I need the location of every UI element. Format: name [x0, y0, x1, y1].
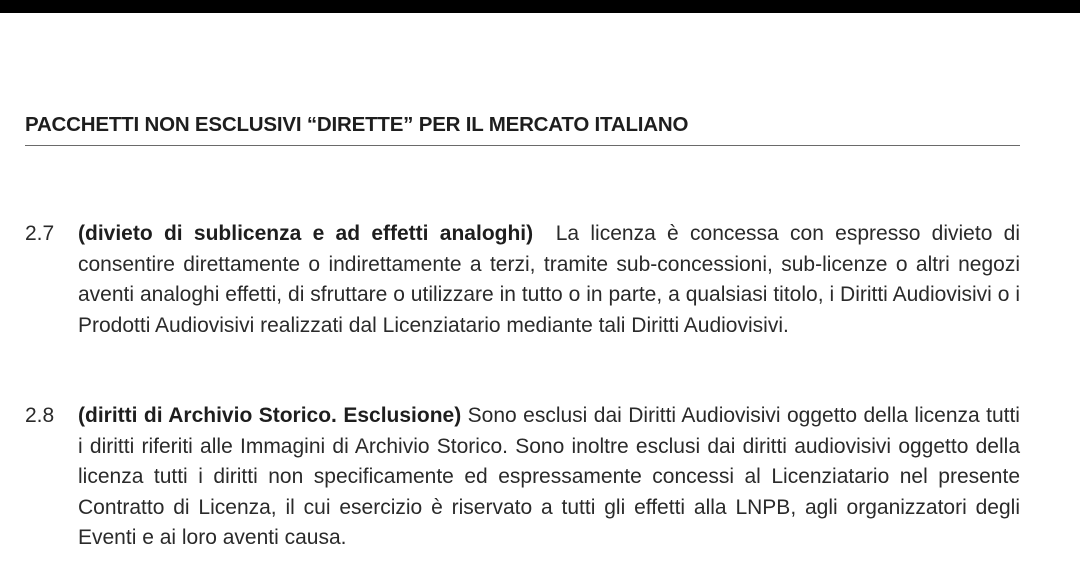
clause-title: (divieto di sublicenza e ad effetti analoghi) [78, 222, 534, 245]
clause-text: La licenza è concessa con espresso divieto di consentire direttamente o indirettamente a terzi, tramite sub-concessioni, sub-licenze o altri negozi aventi analoghi effetti, di sfruttare o utilizzare in tutto o in parte, a qualsiasi titolo, i Diritti Audiovisivi o i Prodotti Audiovisivi realizzati dal Licenziatario mediante tali Diritti Audiovisivi. [78, 222, 1021, 337]
heading-divider [25, 145, 1020, 146]
clause-number: 2.7 [25, 222, 55, 245]
top-status-bar [0, 0, 1080, 13]
clause-number: 2.8 [25, 404, 55, 427]
clause-text: Sono esclusi dai Diritti Audiovisivi oggetto della licenza tutti i diritti riferiti alle Immagini di Archivio Storico. Sono inoltre esclusi dai diritti audiovisivi oggetto della licenza tutti i diritti non specificamente ed espressamente concessi al Licenziatario nel presente Contratto di Licenza, il cui esercizio è riservato a tutti gli effetti alla LNPB, agli organizzatori degli Eventi e ai loro aventi causa. [78, 404, 1020, 549]
clause-2-7 [25, 219, 1020, 341]
clause-2-8 [25, 401, 1020, 554]
section-heading: PACCHETTI NON ESCLUSIVI “DIRETTE” PER IL MERCATO ITALIANO [25, 113, 689, 136]
clause-body [78, 401, 1020, 554]
clause-title: (diritti di Archivio Storico. Esclusione) [78, 404, 462, 427]
clause-body [78, 219, 1020, 341]
